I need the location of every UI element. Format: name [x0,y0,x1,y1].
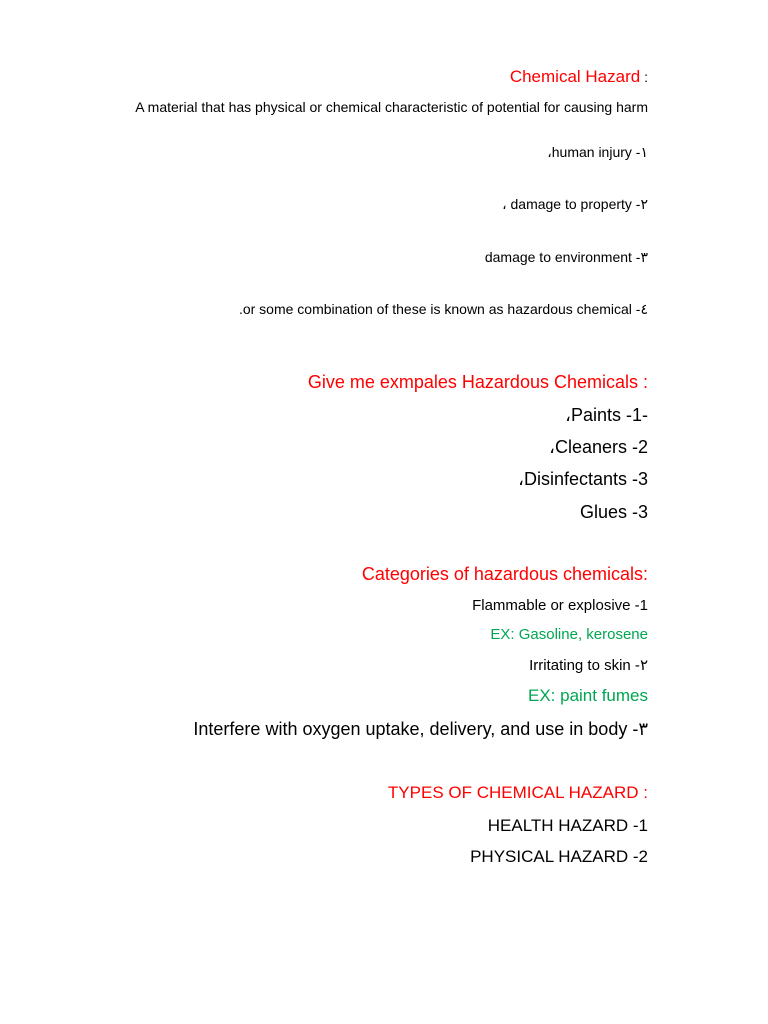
example-item-4: Glues -3 [579,502,648,522]
definition-item-3: damage to environment -٣ [484,249,648,265]
example-item-1: ،Paints -1- [565,405,648,425]
category-item-3: Interfere with oxygen uptake, delivery, and use in body -٣ [193,719,648,739]
category-example-1: EX: Gasoline, kerosene [490,626,648,643]
types-heading: TYPES OF CHEMICAL HAZARD : [387,783,648,802]
category-example-2: EX: paint fumes [527,686,648,705]
examples-heading: Give me exmpales Hazardous Chemicals : [307,372,648,392]
categories-heading: Categories of hazardous chemicals: [361,564,648,584]
example-item-2: ،Cleaners -2 [549,437,648,457]
example-item-3: ،Disinfectants -3 [518,469,648,489]
definition-item-4: .or some combination of these is known as hazardous chemical -٤ [238,301,648,317]
definition-item-1: ،human injury -١ [547,144,648,160]
category-item-1: Flammable or explosive -1 [472,597,648,614]
chemical-hazard-definition: A material that has physical or chemical characteristic of potential for causing harm [135,99,648,115]
definition-item-2: ، damage to property -٢ [502,196,648,212]
type-item-2: PHYSICAL HAZARD -2 [470,847,648,866]
chemical-hazard-title: Chemical Hazard [509,67,641,86]
chemical-hazard-colon: : [640,69,648,85]
chemical-hazard-heading [510,67,648,87]
category-item-2: Irritating to skin -٢ [529,657,648,674]
type-item-1: HEALTH HAZARD -1 [487,816,648,835]
